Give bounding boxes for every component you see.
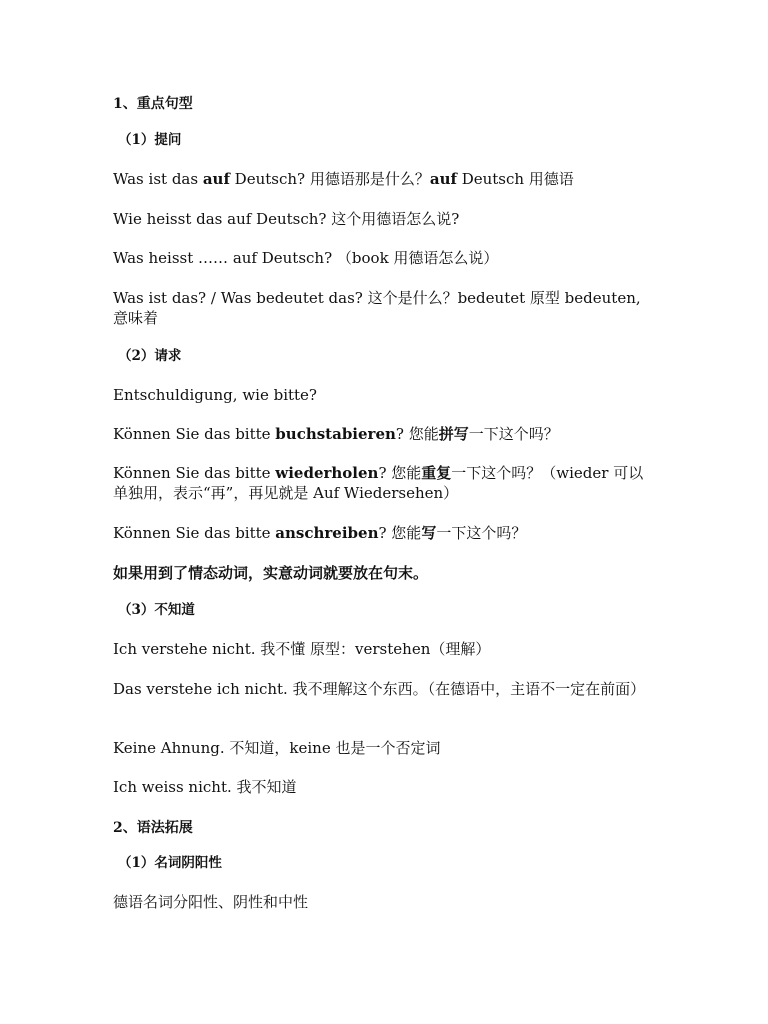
text-segment: Können Sie das bitte <box>113 524 276 542</box>
sentence-wie-heisst: Wie heisst das auf Deutsch? 这个用德语怎么说? <box>113 210 460 228</box>
bold-term-auf: auf <box>429 170 457 188</box>
text-segment: ? 您能 <box>395 425 439 443</box>
text-segment: Können Sie das bitte <box>113 464 276 482</box>
bold-term: 写 <box>421 524 437 542</box>
text-segment: Was ist das <box>113 170 203 188</box>
sentence-ich-verstehe-nicht: Ich verstehe nicht. 我不懂 原型：verstehen（理解） <box>113 640 491 658</box>
sentence-wiederholen <box>113 463 653 503</box>
sentence-was-heisst: Was heisst …… auf Deutsch? （book 用德语怎么说） <box>113 249 499 267</box>
bold-term: anschreiben <box>275 524 379 542</box>
bold-term: wiederholen <box>275 464 379 482</box>
bold-term: 拼写 <box>438 425 469 443</box>
text-segment: 一下这个吗？（wieder 可以单独用，表示“再”，再见就是 Auf Wiedersehen） <box>113 464 644 502</box>
sentence-buchstabieren <box>113 424 653 444</box>
bold-term: 重复 <box>421 464 452 482</box>
subheading-questions: （1）提问 <box>118 132 182 148</box>
subheading-noun-gender: （1）名词阴阳性 <box>118 855 222 871</box>
text-segment: Deutsch 用德语 <box>456 170 574 188</box>
subheading-requests: （2）请求 <box>118 348 182 364</box>
text-segment: ? 您能 <box>378 524 422 542</box>
text-segment: Deutsch? 用德语那是什么？ <box>229 170 430 188</box>
subheading-not-knowing: （3）不知道 <box>118 602 195 618</box>
sentence-ich-weiss-nicht: Ich weiss nicht. 我不知道 <box>113 778 297 796</box>
text-segment: Können Sie das bitte <box>113 425 276 443</box>
sentence-entschuldigung: Entschuldigung, wie bitte? <box>113 386 317 404</box>
grammar-note: 如果用到了情态动词，实意动词就要放在句末。 <box>113 564 429 582</box>
sentence-anschreiben <box>113 523 653 543</box>
text-segment: 一下这个吗？ <box>436 524 527 542</box>
sentence-was-ist-das <box>113 169 653 189</box>
section-heading-2: 2、语法拓展 <box>113 820 193 836</box>
bold-term: buchstabieren <box>275 425 396 443</box>
sentence-was-bedeutet: Was ist das? / Was bedeutet das? 这个是什么？bedeutet 原型 bedeuten, 意味着 <box>113 289 641 327</box>
section-heading-1: 1、重点句型 <box>113 96 193 112</box>
bold-term-auf: auf <box>202 170 230 188</box>
sentence-noun-gender: 德语名词分阳性、阴性和中性 <box>113 893 309 911</box>
text-segment: ? 您能 <box>378 464 422 482</box>
text-segment: 一下这个吗？ <box>468 425 559 443</box>
sentence-das-verstehe: Das verstehe ich nicht. 我不理解这个东西。（在德语中，主语不一定在前面） <box>113 680 646 698</box>
sentence-keine-ahnung: Keine Ahnung. 不知道，keine 也是一个否定词 <box>113 739 441 757</box>
